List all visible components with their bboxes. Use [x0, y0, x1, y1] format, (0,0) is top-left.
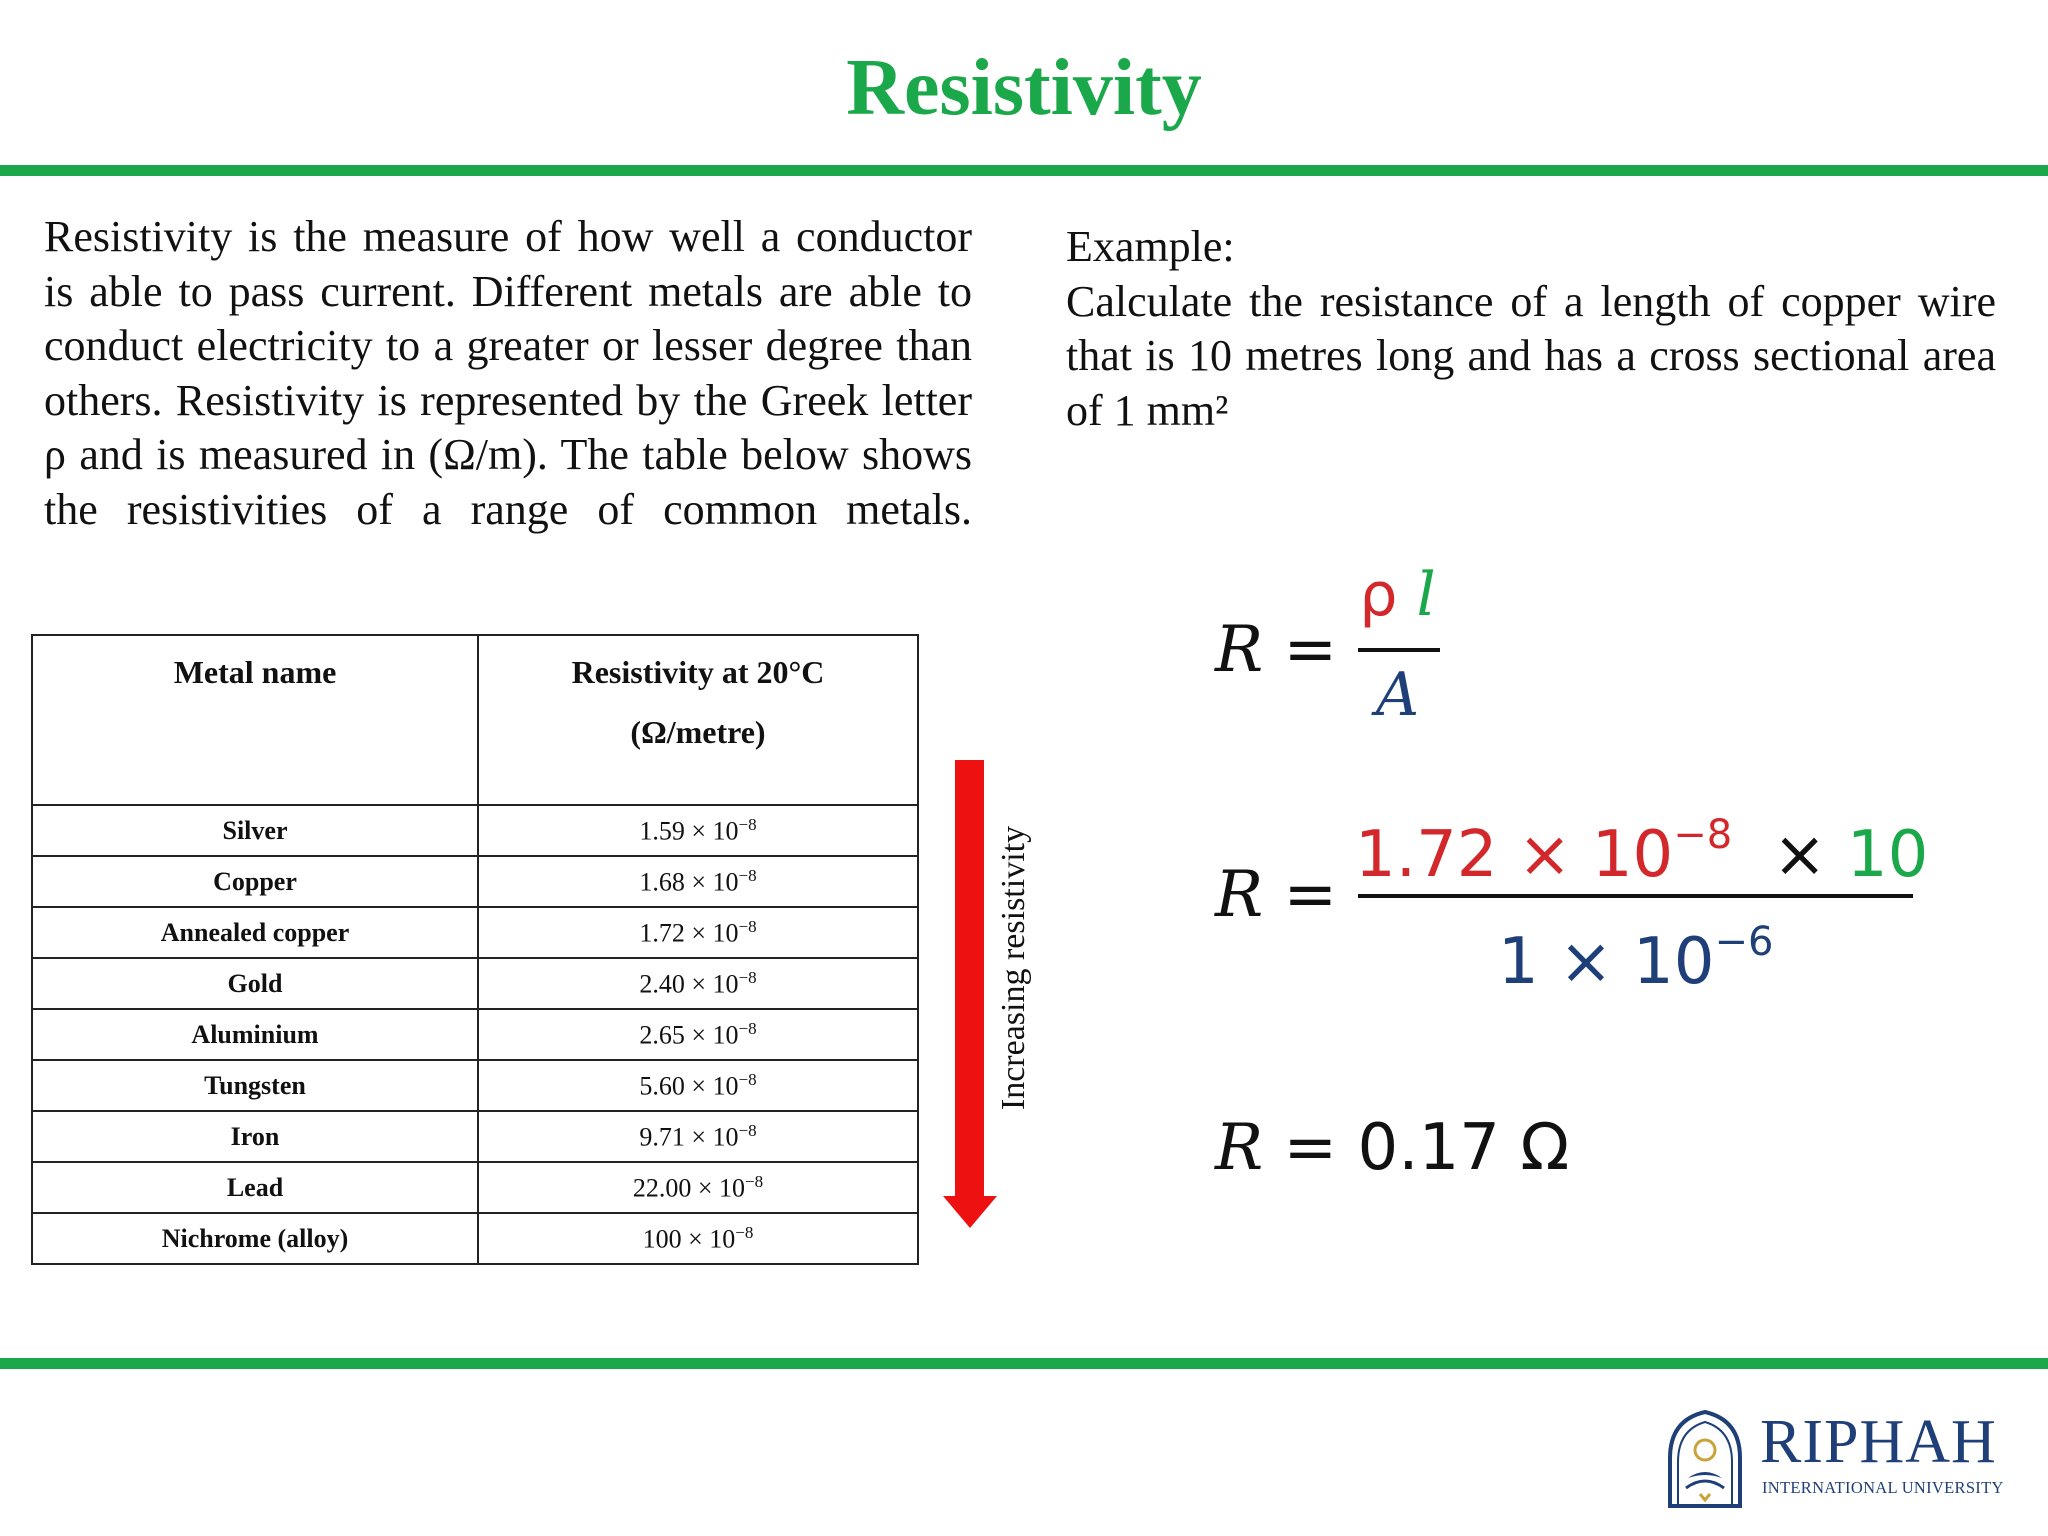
table-row [32, 1111, 918, 1162]
table-header-row [32, 635, 918, 805]
university-emblem-icon [1660, 1408, 1750, 1508]
header-resistivity-unit: (Ω/metre) [630, 714, 766, 750]
metal-name: Annealed copper [32, 907, 478, 958]
example-question: Calculate the resistance of a length of copper wire that is 10 metres long and has a cross sectional area of 1 mm² [1066, 276, 1996, 435]
resistivity-value: $100 \times 10^{-8}$ [478, 1213, 918, 1264]
table-row [32, 958, 918, 1009]
header-metal-name: Metal name [32, 635, 478, 805]
formula-2-lhs: R = [1215, 858, 1338, 932]
logo-subtitle: INTERNATIONAL UNIVERSITY [1762, 1478, 2004, 1497]
table-row [32, 1213, 918, 1264]
metal-name: Nichrome (alloy) [32, 1213, 478, 1264]
metal-name: Copper [32, 856, 478, 907]
resistivity-value: $2.65 \times 10^{-8}$ [478, 1009, 918, 1060]
formula-2-fraction-bar [1358, 894, 1913, 898]
resistivity-table [31, 634, 919, 1265]
formula-1-denominator: A [1375, 660, 1420, 730]
resistivity-value: $1.59 \times 10^{-8}$ [478, 805, 918, 856]
intro-paragraph: Resistivity is the measure of how well a conductor is able to pass current. Different metals are able to conduct electricity to a greater or lesser degree than others. Resistivity is represented by the Greek letter ρ and is measured in (Ω/m). The table below shows the resistivities of a range of common metals. [44, 212, 972, 534]
example-block [1066, 220, 1996, 438]
formula-2-denominator: $1 \times 10^{-6}$ [1498, 919, 1774, 999]
formula-3-result: R = 0.17 Ω [1215, 1111, 1570, 1185]
header-resistivity [478, 635, 918, 805]
metal-name: Lead [32, 1162, 478, 1213]
table-row [32, 805, 918, 856]
resistivity-value: $1.68 \times 10^{-8}$ [478, 856, 918, 907]
resistivity-value: $9.71 \times 10^{-8}$ [478, 1111, 918, 1162]
logo-name: RIPHAH [1760, 1408, 1997, 1476]
table-row [32, 1060, 918, 1111]
resistivity-value: $5.60 \times 10^{-8}$ [478, 1060, 918, 1111]
formula-1-numerator: ρ l [1359, 560, 1436, 630]
header-resistivity-title: Resistivity at 20°C [571, 654, 825, 690]
bottom-divider [0, 1358, 2048, 1369]
metal-name: Gold [32, 958, 478, 1009]
metal-name: Tungsten [32, 1060, 478, 1111]
metal-name: Aluminium [32, 1009, 478, 1060]
arrow-head-icon [943, 1196, 997, 1228]
metal-name: Silver [32, 805, 478, 856]
formula-1-lhs: R = [1215, 613, 1338, 687]
table-row [32, 1009, 918, 1060]
arrow-down-icon [955, 760, 984, 1200]
resistivity-value: $1.72 \times 10^{-8}$ [478, 907, 918, 958]
formula-2-numerator: $1.72 \times 10^{-8} \times 10$ [1355, 812, 1929, 892]
top-divider [0, 165, 2048, 176]
resistivity-value: $22.00 \times 10^{-8}$ [478, 1162, 918, 1213]
table-row [32, 856, 918, 907]
university-logo [1660, 1408, 2004, 1508]
resistivity-value: $2.40 \times 10^{-8}$ [478, 958, 918, 1009]
example-label: Example: [1066, 222, 1235, 271]
table-row [32, 1162, 918, 1213]
metal-name: Iron [32, 1111, 478, 1162]
table-row [32, 907, 918, 958]
slide-title: Resistivity [846, 44, 1202, 132]
arrow-label: Increasing resistivity [995, 825, 1032, 1111]
formula-1-fraction-bar [1358, 648, 1440, 652]
